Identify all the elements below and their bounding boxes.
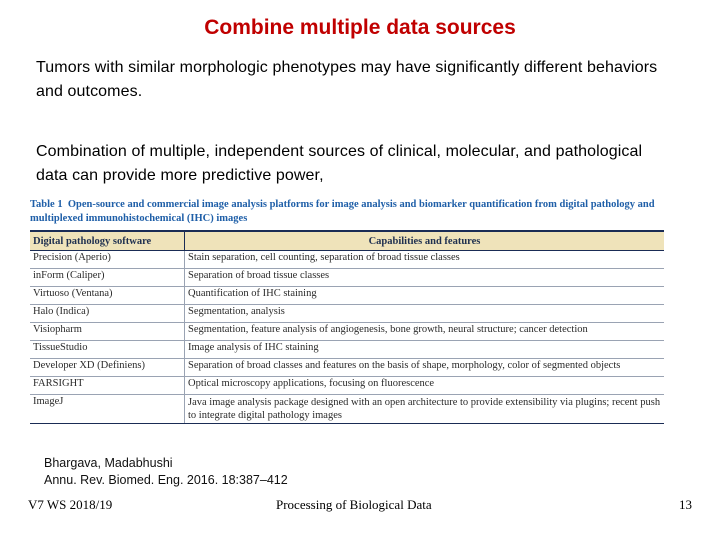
slide-title: Combine multiple data sources bbox=[204, 16, 516, 39]
features-cell: Segmentation, analysis bbox=[185, 305, 665, 323]
table-row bbox=[30, 359, 664, 377]
software-cell: Virtuoso (Ventana) bbox=[30, 287, 185, 305]
software-cell: Developer XD (Definiens) bbox=[30, 359, 185, 377]
citation-journal: Annu. Rev. Biomed. Eng. 2016. 18:387–412 bbox=[44, 473, 288, 487]
features-cell: Separation of broad tissue classes bbox=[185, 269, 665, 287]
features-cell: Stain separation, cell counting, separation of broad tissue classes bbox=[185, 251, 665, 269]
features-cell: Java image analysis package designed with an open architecture to provide extensibility via plugins; recent push to integrate digital pathology images bbox=[185, 395, 665, 424]
software-cell: Halo (Indica) bbox=[30, 305, 185, 323]
software-cell: Visiopharm bbox=[30, 323, 185, 341]
footer-course: V7 WS 2018/19 bbox=[28, 497, 113, 512]
table-row bbox=[30, 251, 664, 269]
table-caption-text: Open-source and commercial image analysis platforms for image analysis and biomarker quantification from digital pathology and multiplexed immunohistochemical (IHC) images bbox=[30, 199, 655, 224]
table-caption-label: Table 1 bbox=[30, 199, 63, 210]
table-row bbox=[30, 395, 664, 424]
table-row bbox=[30, 305, 664, 323]
software-cell: Precision (Aperio) bbox=[30, 251, 185, 269]
features-cell: Image analysis of IHC staining bbox=[185, 341, 665, 359]
features-cell: Segmentation, feature analysis of angiogenesis, bone growth, neural structure; cancer detection bbox=[185, 323, 665, 341]
software-cell: TissueStudio bbox=[30, 341, 185, 359]
header-software: Digital pathology software bbox=[30, 231, 185, 251]
footer-page-number: 13 bbox=[679, 497, 692, 512]
table-header-row bbox=[30, 231, 664, 251]
footer-lecture-title: Processing of Biological Data bbox=[276, 497, 432, 512]
table-row bbox=[30, 287, 664, 305]
table-row bbox=[30, 341, 664, 359]
table-row bbox=[30, 323, 664, 341]
table-caption bbox=[30, 198, 664, 226]
table-row bbox=[30, 377, 664, 395]
features-cell: Optical microscopy applications, focusing on fluorescence bbox=[185, 377, 665, 395]
paragraph-morphology: Tumors with similar morphologic phenotypes may have significantly different behaviors and outcomes. bbox=[36, 59, 658, 100]
header-capabilities: Capabilities and features bbox=[185, 231, 665, 251]
features-cell: Separation of broad classes and features on the basis of shape, morphology, color of segmented objects bbox=[185, 359, 665, 377]
software-cell: inForm (Caliper) bbox=[30, 269, 185, 287]
software-table bbox=[30, 230, 664, 424]
software-cell: ImageJ bbox=[30, 395, 185, 424]
features-cell: Quantification of IHC staining bbox=[185, 287, 665, 305]
table-row bbox=[30, 269, 664, 287]
software-table-figure bbox=[30, 198, 664, 424]
citation bbox=[44, 455, 288, 489]
software-cell: FARSIGHT bbox=[30, 377, 185, 395]
paragraph-combination: Combination of multiple, independent sources of clinical, molecular, and pathological data can provide more predictive power, bbox=[36, 143, 643, 184]
citation-authors: Bhargava, Madabhushi bbox=[44, 456, 173, 470]
